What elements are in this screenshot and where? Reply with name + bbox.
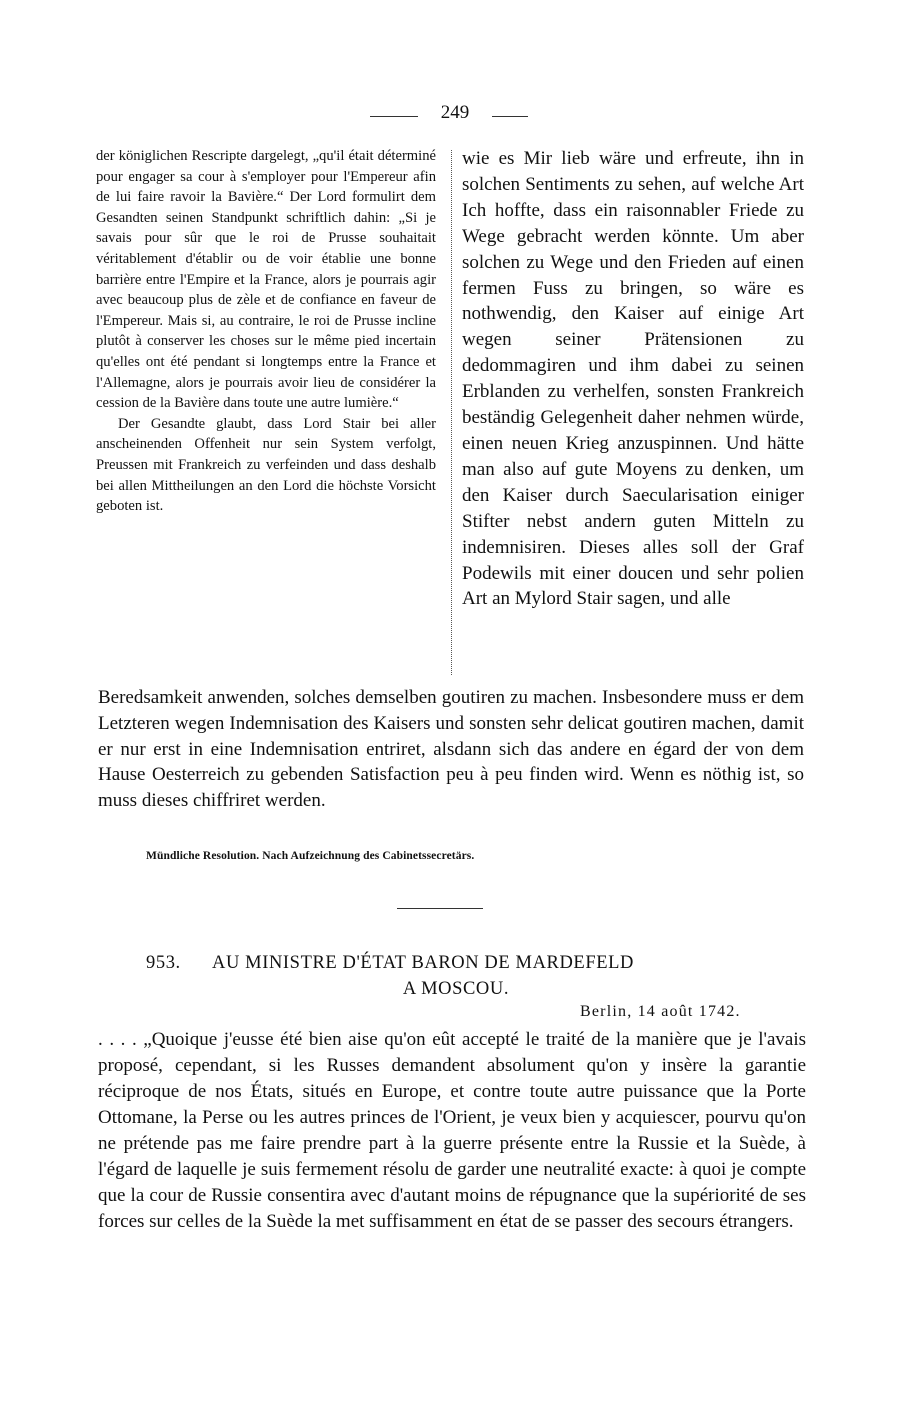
page-header (0, 100, 900, 130)
continuation-paragraph: Beredsamkeit anwenden, solches demselben goutiren zu machen. Insbesondere muss er dem Letzteren wegen Indemnisation des Kaisers und sonsten sehr delicat goutiren machen, damit er nur erst in eine Indemnisation entriret, alsdann sich das andere en égard der von dem Hause Oesterreich zu gebenden Satisfaction peu à peu finden wird. Wenn es nöthig ist, so muss dieses chiffriret werden. (98, 687, 804, 812)
header-rule-right (492, 116, 528, 117)
section-divider (397, 908, 483, 909)
dateline: Berlin, 14 août 1742. (580, 1003, 741, 1020)
right-column-paragraph: wie es Mir lieb wäre und erfreute, ihn in solchen Sentiments zu sehen, auf welche Art Ich hoffte, dass ein raisonnabler Friede zu Wege gebracht werden könnte. Um aber solchen zu Wege und den Frieden auf einen fermen Fuss zu bringen, so wäre es nothwendig, den Kaiser auf einige Art wegen seiner Prätensionen zu dedommagiren und ihm dabei zu seinen Erblanden zu verhelfen, sonsten Frankreich beständig Gelegenheit daher nehmen würde, einen neuen Krieg anzuspinnen. Und hätte man also auf gute Moyens zu denken, um den Kaiser durch Saecularisation einiger Stifter nebst andern guten Mitteln zu indemnisiren. Dieses alles soll der Graf Podewils mit einer doucen und sehr polien Art an Mylord Stair sagen, und alle (462, 148, 804, 610)
left-column (96, 146, 436, 517)
document-title-line-2: A MOSCOU. (402, 979, 510, 999)
source-note: Mündliche Resolution. Nach Aufzeichnung des Cabinetssecretärs. (146, 850, 475, 862)
left-column-paragraph-2: Der Gesandte glaubt, dass Lord Stair bei aller anscheinenden Offenheit nur sein System verfolgt, Preussen mit Frankreich zu verfeinden und dass deshalb bei allen Mittheilungen an den Lord die höchste Vorsicht geboten ist. (96, 415, 436, 515)
two-column-section (96, 146, 806, 686)
header-rule-left (370, 116, 418, 117)
right-column (462, 146, 804, 612)
document-title-line-1: AU MINISTRE D'ÉTAT BARON DE MARDEFELD (212, 953, 634, 973)
document-number: 953. (146, 953, 181, 973)
letter-body: . . . . „Quoique j'eusse été bien aise qu'on eût accepté le traité de la manière que je l'avais proposé, cependant, si les Russes demandent absolument qu'on y insère la garantie réciproque de nos États, situés en Europe, et contre toute autre puissance que la Porte Ottomane, la Perse ou les autres princes de l'Orient, je veux bien y acquiescer, pourvu qu'on ne prétende pas me faire prendre part à la guerre présente entre la Russie et la Suède, à l'égard de laquelle je suis fermement résolu de garder une neutralité exacte: à quoi je compte que la cour de Russie consentira avec d'autant moins de répugnance que la supériorité de ses forces sur celles de la Suède la met suffisamment en état de se passer des secours étrangers. (98, 1029, 806, 1232)
left-column-paragraph-1: der königlichen Rescripte dargelegt, „qu'il était déterminé pour engager sa cour à s'employer pour l'Empereur afin de lui faire ravoir la Bavière.“ Der Lord formulirt dem Gesandten seinen Standpunkt schriftlich dahin: „Si je savais pour sûr que le roi de Prusse souhaitait véritablement d'établir ou de voir établie une bonne barrière entre l'Empire et la France, alors je pourrais agir avec beaucoup plus de zèle et de confiance en faveur de l'Empereur. Mais si, au contraire, le roi de Prusse incline plutôt à conserver les choses sur le même pied incertain qu'elles ont été pendant si longtemps entre la France et l'Allemagne, alors je pourrais avoir lieu de considérer la cession de la Bavière dans toute une autre lumière.“ (96, 148, 436, 412)
column-divider (451, 150, 452, 675)
page-number: 249 (440, 102, 470, 123)
